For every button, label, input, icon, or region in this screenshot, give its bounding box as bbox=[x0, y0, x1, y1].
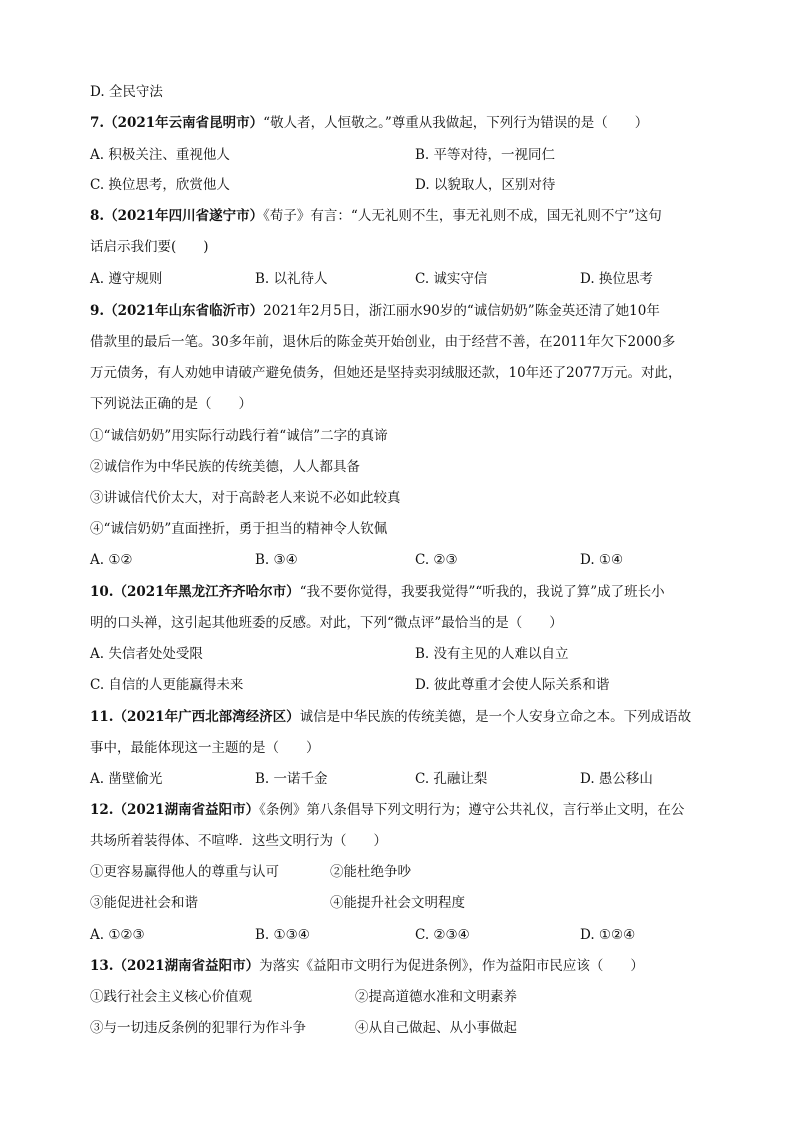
q10-stem-line2: 明的口头禅，这引起其他班委的反感。对此，下列“微点评”最恰当的是（ ） bbox=[90, 615, 563, 631]
q9-stem-line1 bbox=[90, 301, 660, 321]
q11-number: 11.（ bbox=[90, 709, 127, 725]
q7-option-d: D. 以貌取人，区别对待 bbox=[415, 177, 556, 193]
q11-option-c: C. 孔融让梨 bbox=[415, 771, 488, 787]
q11-source: 2021年广西北部湾经济区 bbox=[127, 709, 287, 725]
q12-item-3: ③能促进社会和谐 bbox=[90, 895, 198, 911]
q6-option-d: D. 全民守法 bbox=[90, 84, 163, 100]
q9-item-4: ④“诚信奶奶”直面挫折，勇于担当的精神令人钦佩 bbox=[90, 521, 388, 537]
q12-number: 12.（ bbox=[90, 802, 127, 818]
q12-close: ） bbox=[245, 802, 260, 818]
q13-source: 2021湖南省益阳市 bbox=[127, 958, 246, 974]
q8-text-1: 《荀子》有言：“人无礼则不生，事无礼则不成，国无礼则不宁”这句 bbox=[263, 208, 662, 224]
q9-stem-line3: 万元债务，有人劝她申请破产避免债务，但她还是坚持卖羽绒服还款，10年还了2077万元。对此， bbox=[90, 365, 682, 381]
q8-number: 8.（ bbox=[90, 208, 118, 224]
q9-close: ） bbox=[249, 303, 264, 319]
q11-stem-line2: 事中，最能体现这一主题的是（ ） bbox=[90, 740, 320, 756]
q9-option-c: C. ②③ bbox=[415, 552, 458, 568]
q10-option-b: B. 没有主见的人难以自立 bbox=[415, 646, 569, 662]
q12-text-1: 《条例》第八条倡导下列文明行为；遵守公共礼仪，言行举止文明，在公 bbox=[259, 802, 685, 818]
q12-source: 2021湖南省益阳市 bbox=[127, 802, 246, 818]
q8-option-a: A. 遵守规则 bbox=[90, 271, 163, 287]
q7-text: “敬人者，人恒敬之。”尊重从我做起，下列行为错误的是（ ） bbox=[263, 115, 649, 131]
q10-close: ） bbox=[286, 584, 300, 600]
q8-close: ） bbox=[249, 208, 264, 224]
q13-stem bbox=[90, 956, 644, 976]
q12-option-d: D. ①②④ bbox=[580, 927, 636, 943]
q10-text-1: “我不要你觉得，我要我觉得”“听我的，我说了算”成了班长小 bbox=[299, 584, 665, 600]
q10-option-d: D. 彼此尊重才会使人际关系和谐 bbox=[415, 677, 610, 693]
q11-stem-line1 bbox=[90, 707, 691, 727]
q9-source: 2021年山东省临沂市 bbox=[117, 303, 250, 319]
q9-text-1: 2021年2月5日，浙江丽水90岁的“诚信奶奶”陈金英还清了她10年 bbox=[263, 303, 660, 319]
q8-source: 2021年四川省遂宁市 bbox=[117, 208, 250, 224]
q7-number: 7.（ bbox=[90, 115, 118, 131]
q12-option-b: B. ①③④ bbox=[255, 927, 310, 943]
q10-option-c: C. 自信的人更能赢得未来 bbox=[90, 677, 244, 693]
q10-source: 2021年黑龙江齐齐哈尔市 bbox=[127, 584, 287, 600]
q8-option-d: D. 换位思考 bbox=[580, 271, 653, 287]
q12-stem-line2: 共场所着装得体、不喧哗．这些文明行为（ ） bbox=[90, 833, 387, 849]
q11-option-b: B. 一诺千金 bbox=[255, 771, 328, 787]
q9-item-2: ②诚信作为中华民族的传统美德，人人都具备 bbox=[90, 459, 360, 475]
q8-stem-line2: 话启示我们要( ) bbox=[90, 239, 209, 255]
q9-stem-line4: 下列说法正确的是（ ） bbox=[90, 396, 252, 412]
q7-source: 2021年云南省昆明市 bbox=[117, 115, 250, 131]
q11-text-1: 诚信是中华民族的传统美德，是一个人安身立命之本。下列成语故 bbox=[299, 709, 692, 725]
q13-item-3: ③与一切违反条例的犯罪行为作斗争 bbox=[90, 1020, 306, 1036]
q13-item-1: ①践行社会主义核心价值观 bbox=[90, 989, 252, 1005]
q10-number: 10.（ bbox=[90, 584, 127, 600]
q8-option-c: C. 诚实守信 bbox=[415, 271, 488, 287]
q12-item-2: ②能杜绝争吵 bbox=[330, 864, 411, 880]
q11-option-a: A. 凿壁偷光 bbox=[90, 771, 163, 787]
q8-option-b: B. 以礼待人 bbox=[255, 271, 328, 287]
q9-item-1: ①“诚信奶奶”用实际行动践行着“诚信”二字的真谛 bbox=[90, 428, 388, 444]
q9-option-a: A. ①② bbox=[90, 552, 133, 568]
q7-stem bbox=[90, 113, 648, 133]
q12-option-a: A. ①②③ bbox=[90, 927, 145, 943]
q12-option-c: C. ②③④ bbox=[415, 927, 470, 943]
q10-stem-line1 bbox=[90, 582, 665, 602]
q10-option-a: A. 失信者处处受限 bbox=[90, 646, 203, 662]
q12-stem-line1 bbox=[90, 800, 684, 820]
q9-option-b: B. ③④ bbox=[255, 552, 298, 568]
q12-item-4: ④能提升社会文明程度 bbox=[330, 895, 465, 911]
q7-close: ） bbox=[249, 115, 264, 131]
q11-option-d: D. 愚公移山 bbox=[580, 771, 653, 787]
q11-close: ） bbox=[286, 709, 300, 725]
q9-stem-line2: 借款里的最后一笔。30多年前，退休后的陈金英开始创业，由于经营不善，在2011年欠下2000多 bbox=[90, 334, 676, 350]
q7-option-c: C. 换位思考，欣赏他人 bbox=[90, 177, 230, 193]
q7-option-b: B. 平等对待，一视同仁 bbox=[415, 147, 556, 163]
q13-item-4: ④从自己做起、从小事做起 bbox=[355, 1020, 517, 1036]
q8-stem-line1 bbox=[90, 206, 662, 226]
q9-item-3: ③讲诚信代价太大，对于高龄老人来说不必如此较真 bbox=[90, 490, 401, 506]
q9-number: 9.（ bbox=[90, 303, 118, 319]
q13-item-2: ②提高道德水准和文明素养 bbox=[355, 989, 517, 1005]
q12-item-1: ①更容易赢得他人的尊重与认可 bbox=[90, 864, 279, 880]
q13-number: 13.（ bbox=[90, 958, 127, 974]
q7-option-a: A. 积极关注、重视他人 bbox=[90, 147, 230, 163]
q9-option-d: D. ①④ bbox=[580, 552, 624, 568]
q13-text: 为落实《益阳市文明行为促进条例》，作为益阳市民应该（ ） bbox=[259, 958, 644, 974]
q13-close: ） bbox=[245, 958, 260, 974]
